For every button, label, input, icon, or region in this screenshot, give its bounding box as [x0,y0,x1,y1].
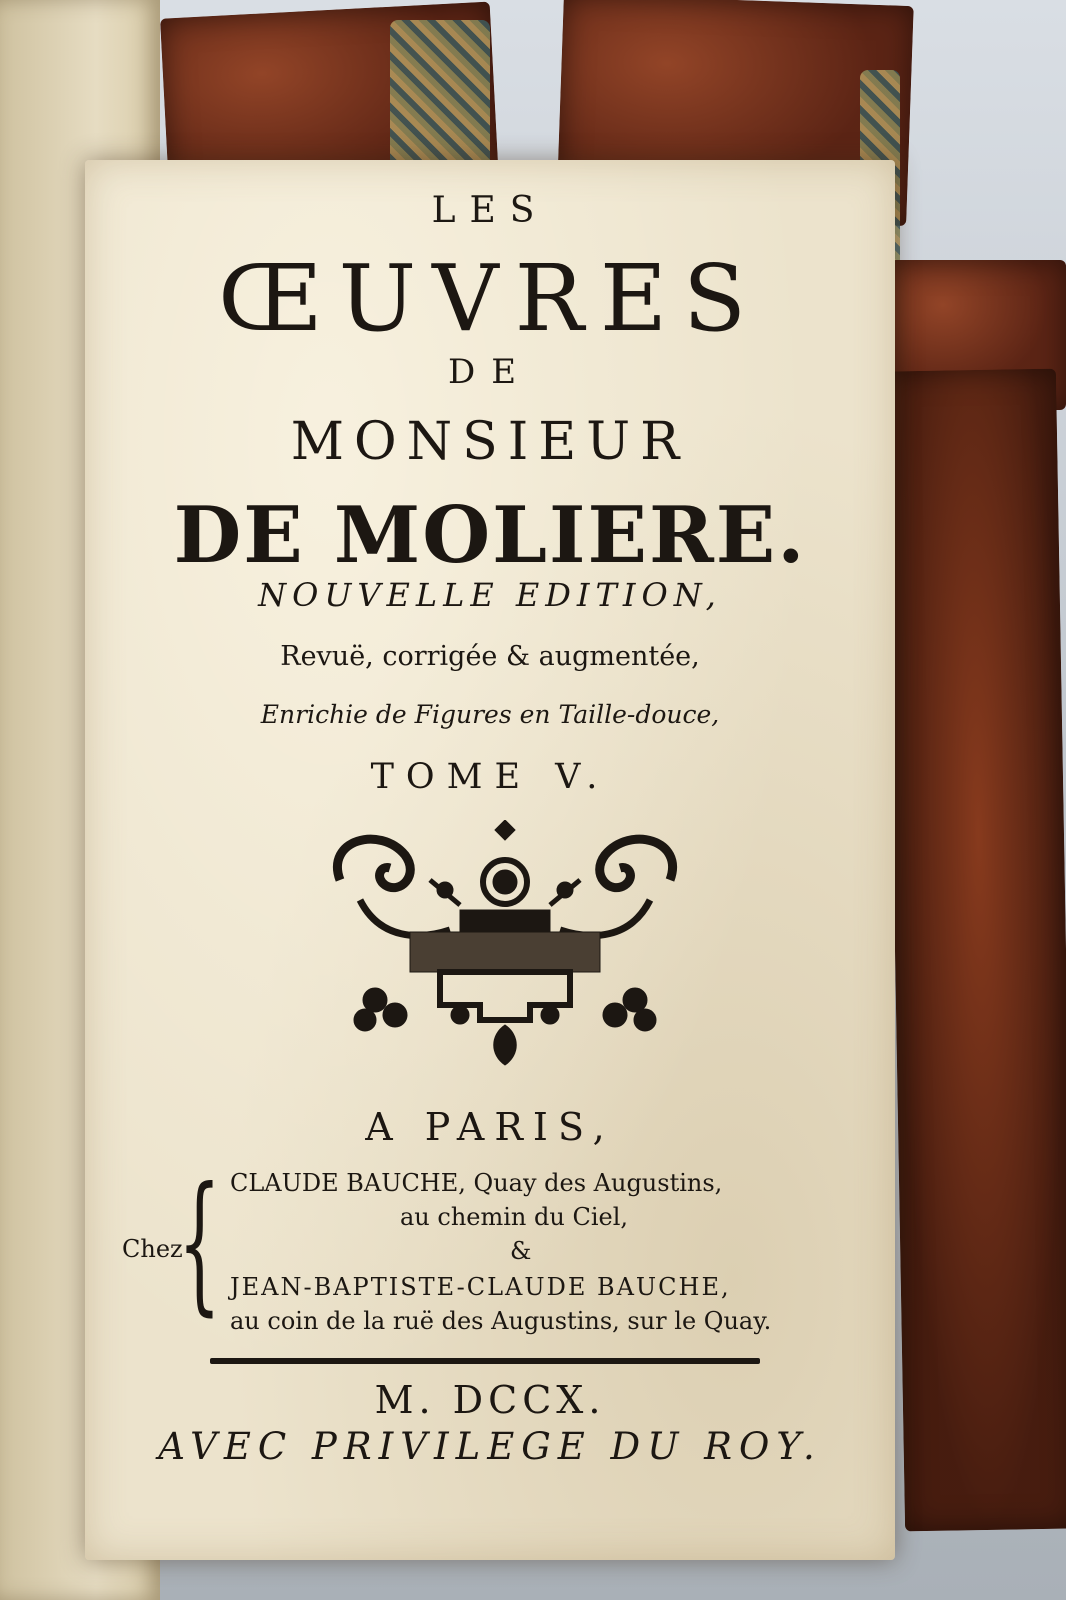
publisher-1: CLAUDE BAUCHE, Quay des Augustins, [230,1169,723,1197]
marbled-edge [390,20,490,170]
title-oeuvres: ŒUVRES [217,245,763,352]
imprint-ampersand: & [510,1237,532,1265]
horizontal-rule [210,1358,760,1364]
title-de: DE [447,352,533,392]
tome-line: TOME V. [370,757,610,797]
imprint-city: A PARIS, [365,1105,615,1149]
revue-line: Revuë, corrigée & augmentée, [280,641,700,672]
privilege-line: AVEC PRIVILEGE DU ROY. [158,1425,822,1468]
enrichie-line: Enrichie de Figures en Taille-douce, [260,700,720,729]
title-moliere: DE MOLIERE. [173,490,807,581]
brace-glyph: { [178,1156,221,1330]
title-monsieur: MONSIEUR [290,412,690,472]
book-cover-right [885,369,1066,1532]
printers-ornament [320,820,690,1070]
publisher-2: JEAN-BAPTISTE-CLAUDE BAUCHE, [230,1273,731,1301]
imprint-year: M. DCCX. [374,1378,606,1422]
edition-line: NOUVELLE EDITION, [258,576,722,614]
publisher-1-address: au chemin du Ciel, [400,1203,629,1231]
imprint-chez: Chez [122,1235,183,1263]
title-les: LES [431,190,549,231]
publisher-2-address: au coin de la ruë des Augustins, sur le Quay. [230,1307,772,1335]
